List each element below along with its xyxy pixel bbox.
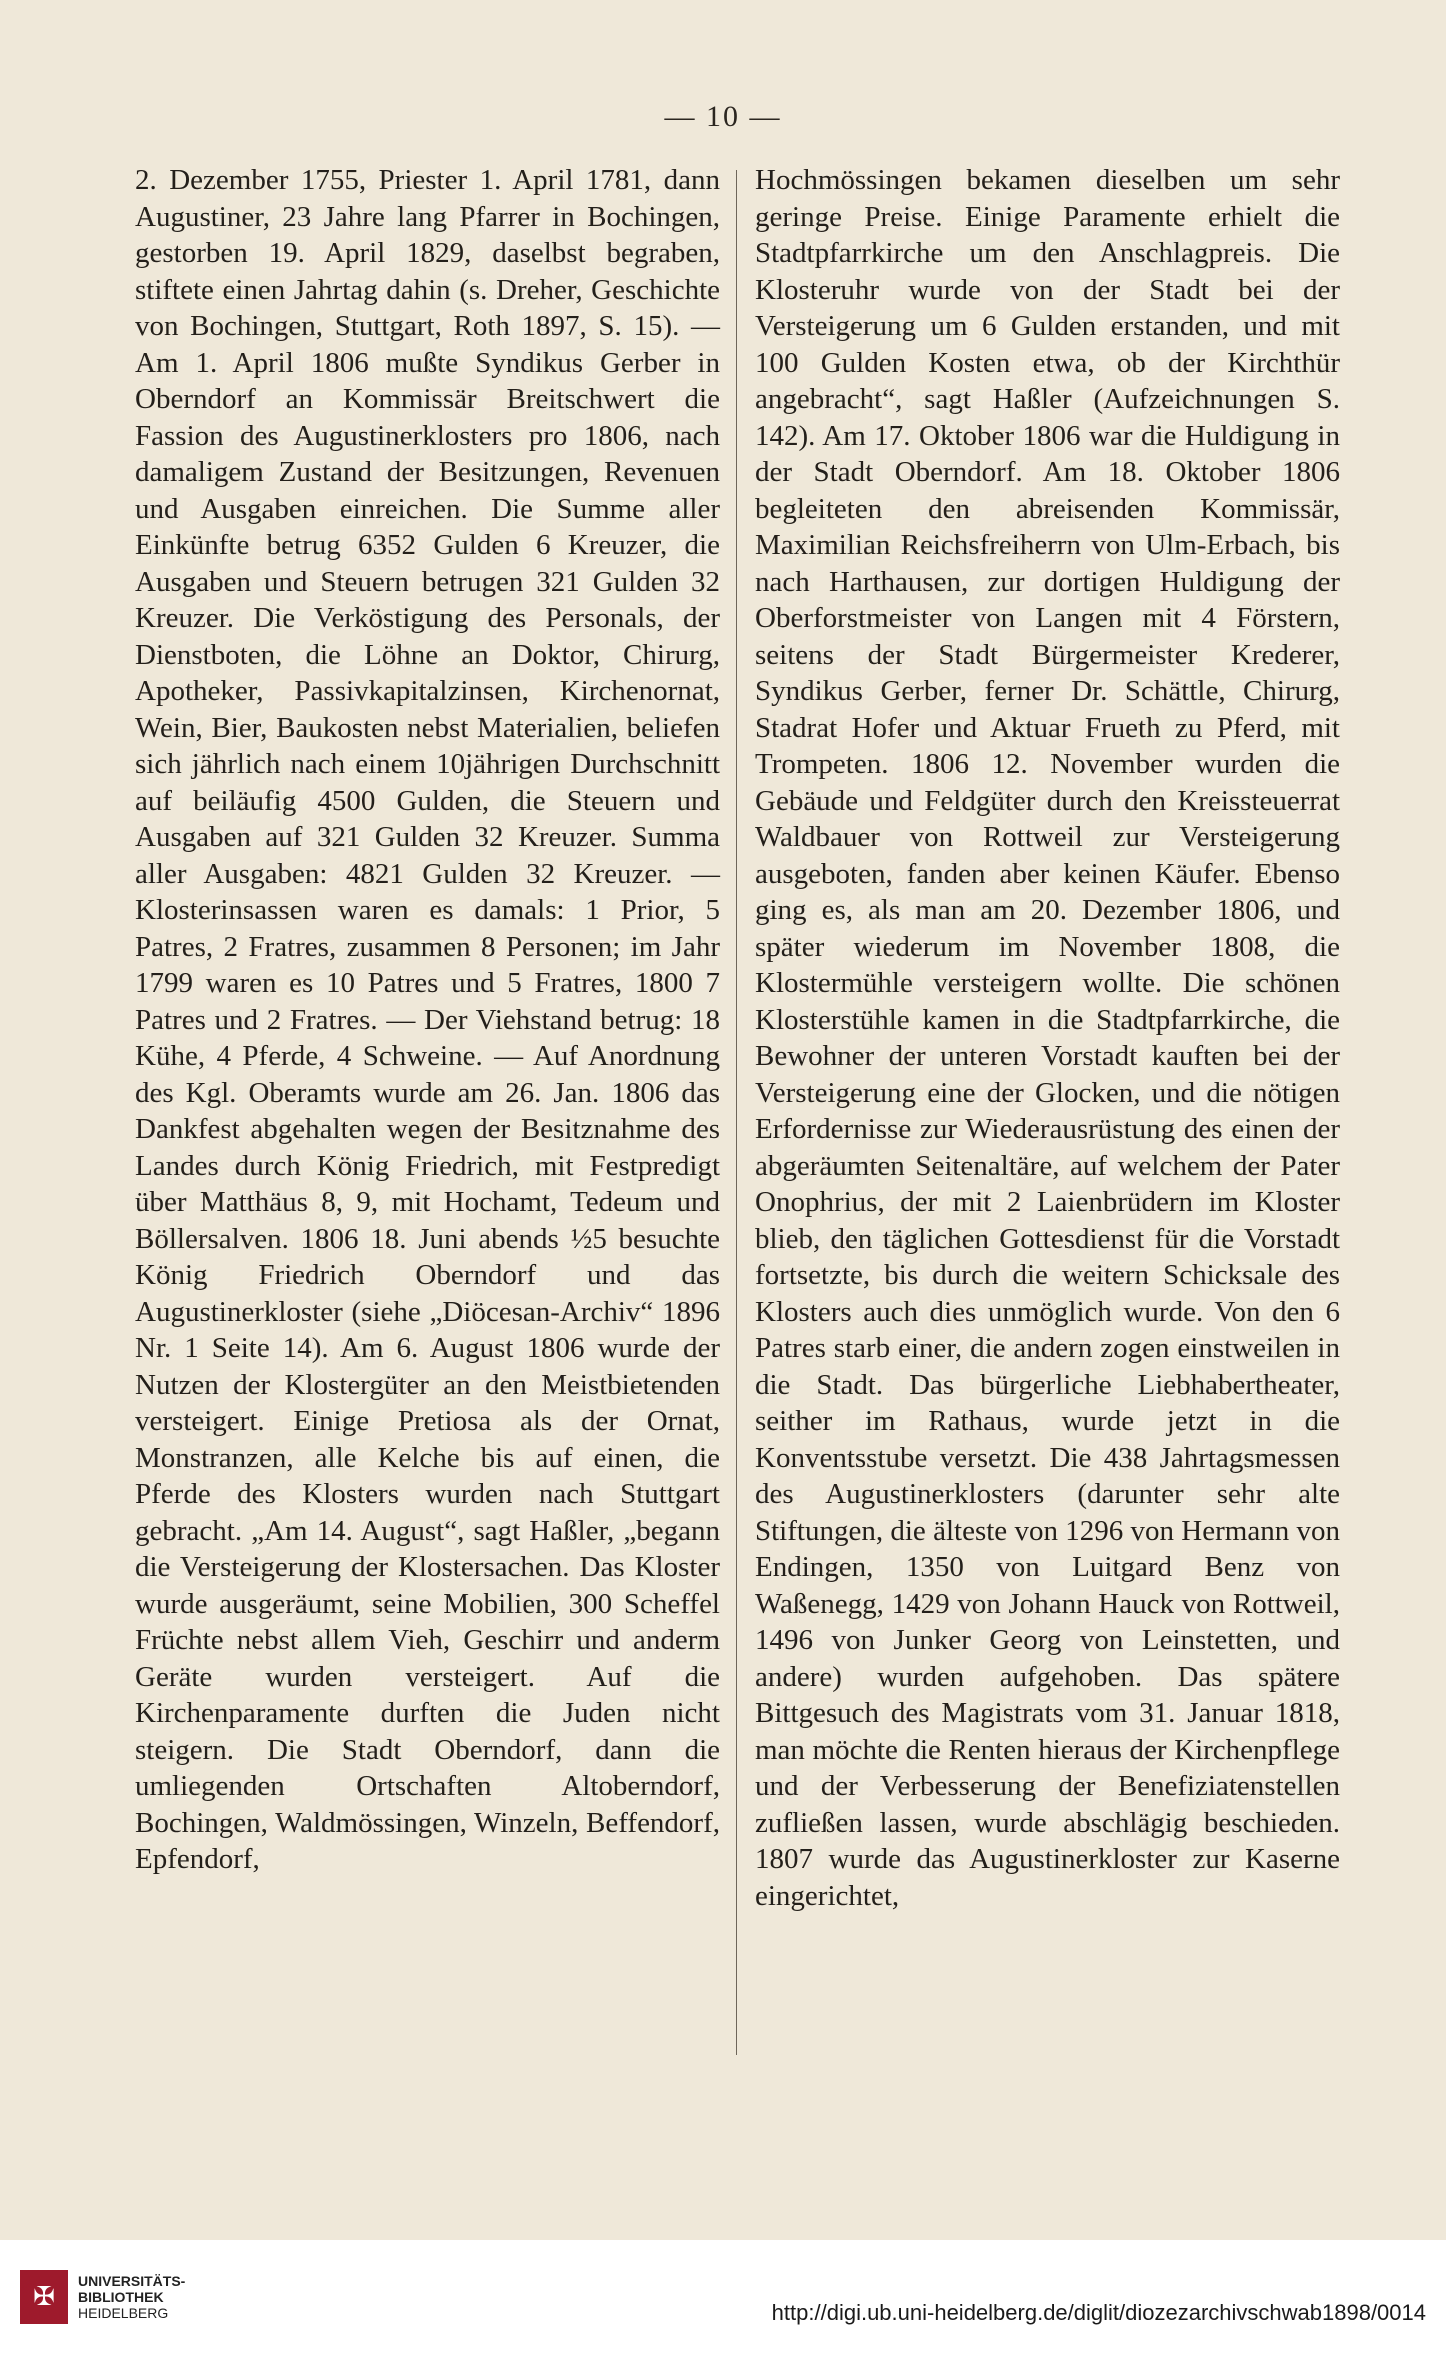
- library-name-line1: UNIVERSITÄTS-: [78, 2273, 186, 2289]
- library-logo[interactable]: [20, 2270, 185, 2324]
- source-url-link[interactable]: http://digi.ub.uni-heidelberg.de/diglit/diozezarchivschwab1898/0014: [771, 2300, 1426, 2325]
- text-column-left: [135, 162, 720, 1878]
- library-name: [78, 2273, 185, 2321]
- library-seal-icon: ✠: [20, 2270, 68, 2324]
- page-number: — 10 —: [664, 100, 782, 133]
- left-column-paragraph: 2. Dezember 1755, Priester 1. April 1781, dann Augustiner, 23 Jahre lang Pfarrer in Bochingen, gestorben 19. April 1829, daselbst begraben, stiftete einen Jahrtag dahin (s. Dreher, Geschichte von Bochingen, Stuttgart, Roth 1897, S. 15). — Am 1. April 1806 mußte Syndikus Gerber in Oberndorf an Kommissär Breitschwert die Fassion des Augustinerklosters pro 1806, nach damaligem Zustand der Besitzungen, Revenuen und Ausgaben einreichen. Die Summe aller Einkünfte betrug 6352 Gulden 6 Kreuzer, die Ausgaben und Steuern betrugen 321 Gulden 32 Kreuzer. Die Verköstigung des Personals, der Dienstboten, die Löhne an Doktor, Chirurg, Apotheker, Passivkapitalzinsen, Kirchenornat, Wein, Bier, Baukosten nebst Materialien, beliefen sich jährlich nach einem 10jährigen Durchschnitt auf beiläufig 4500 Gulden, die Steuern und Ausgaben auf 321 Gulden 32 Kreuzer. Summa aller Ausgaben: 4821 Gulden 32 Kreuzer. — Klosterinsassen waren es damals: 1 Prior, 5 Patres, 2 Fratres, zusammen 8 Personen; im Jahr 1799 waren es 10 Patres und 5 Fratres, 1800 7 Patres und 2 Fratres. — Der Viehstand betrug: 18 Kühe, 4 Pferde, 4 Schweine. — Auf Anordnung des Kgl. Oberamts wurde am 26. Jan. 1806 das Dankfest abgehalten wegen der Besitznahme des Landes durch König Friedrich, mit Festpredigt über Matthäus 8, 9, mit Hochamt, Tedeum und Böllersalven. 1806 18. Juni abends ½5 besuchte König Friedrich Oberndorf und das Augustinerkloster (siehe „Diöcesan-Archiv“ 1896 Nr. 1 Seite 14). Am 6. August 1806 wurde der Nutzen der Klostergüter an den Meistbietenden versteigert. Einige Pretiosa als der Ornat, Monstranzen, alle Kelche bis auf einen, die Pferde des Klosters wurden nach Stuttgart gebracht. „Am 14. August“, sagt Haßler, „begann die Versteigerung der Klostersachen. Das Kloster wurde ausgeräumt, seine Mobilien, 300 Scheffel Früchte nebst allem Vieh, Geschirr und anderm Geräte wurden versteigert. Auf die Kirchenparamente durften die Juden nicht steigern. Die Stadt Oberndorf, dann die umliegenden Ortschaften Altoberndorf, Bochingen, Waldmössingen, Winzeln, Beffendorf, Epfendorf,: [135, 164, 720, 1875]
- footer-bar: [0, 2240, 1446, 2357]
- column-divider: [736, 170, 737, 2055]
- text-column-right: [755, 162, 1340, 1914]
- library-name-line2: BIBLIOTHEK: [78, 2289, 164, 2305]
- library-name-line3: HEIDELBERG: [78, 2305, 169, 2321]
- right-column-paragraph: Hochmössingen bekamen dieselben um sehr geringe Preise. Einige Paramente erhielt die Stadtpfarrkirche um den Anschlagpreis. Die Klosteruhr wurde von der Stadt bei der Versteigerung um 6 Gulden erstanden, und mit 100 Gulden Kosten etwa, ob der Kirchthür angebracht“, sagt Haßler (Aufzeichnungen S. 142). Am 17. Oktober 1806 war die Huldigung in der Stadt Oberndorf. Am 18. Oktober 1806 begleiteten den abreisenden Kommissär, Maximilian Reichsfreiherrn von Ulm-Erbach, bis nach Harthausen, zur dortigen Huldigung der Oberforstmeister von Langen mit 4 Förstern, seitens der Stadt Bürgermeister Krederer, Syndikus Gerber, ferner Dr. Schättle, Chirurg, Stadrat Hofer und Aktuar Frueth zu Pferd, mit Trompeten. 1806 12. November wurden die Gebäude und Feldgüter durch den Kreissteuerrat Waldbauer von Rottweil zur Versteigerung ausgeboten, fanden aber keinen Käufer. Ebenso ging es, als man am 20. Dezember 1806, und später wiederum im November 1808, die Klostermühle versteigern wollte. Die schönen Klosterstühle kamen in die Stadtpfarrkirche, die Bewohner der unteren Vorstadt kauften bei der Versteigerung eine der Glocken, und die nötigen Erfordernisse zur Wiederausrüstung des einen der abgeräumten Seitenaltäre, auf welchem der Pater Onophrius, der mit 2 Laienbrüdern im Kloster blieb, den täglichen Gottesdienst für die Vorstadt fortsetzte, bis durch die weitern Schicksale des Klosters auch dies unmöglich wurde. Von den 6 Patres starb einer, die andern zogen einstweilen in die Stadt. Das bürgerliche Liebhabertheater, seither im Rathaus, wurde jetzt in die Konventsstube versetzt. Die 438 Jahrtagsmessen des Augustinerklosters (darunter sehr alte Stiftungen, die älteste von 1296 von Hermann von Endingen, 1350 von Luitgard Benz von Waßenegg, 1429 von Johann Hauck von Rottweil, 1496 von Junker Georg von Leinstetten, und andere) wurden aufgehoben. Das spätere Bittgesuch des Magistrats vom 31. Januar 1818, man möchte die Renten hieraus der Kirchenpflege und der Verbesserung der Benefiziatenstellen zufließen lassen, wurde abschlägig beschieden. 1807 wurde das Augustinerkloster zur Kaserne eingerichtet,: [755, 164, 1340, 1912]
